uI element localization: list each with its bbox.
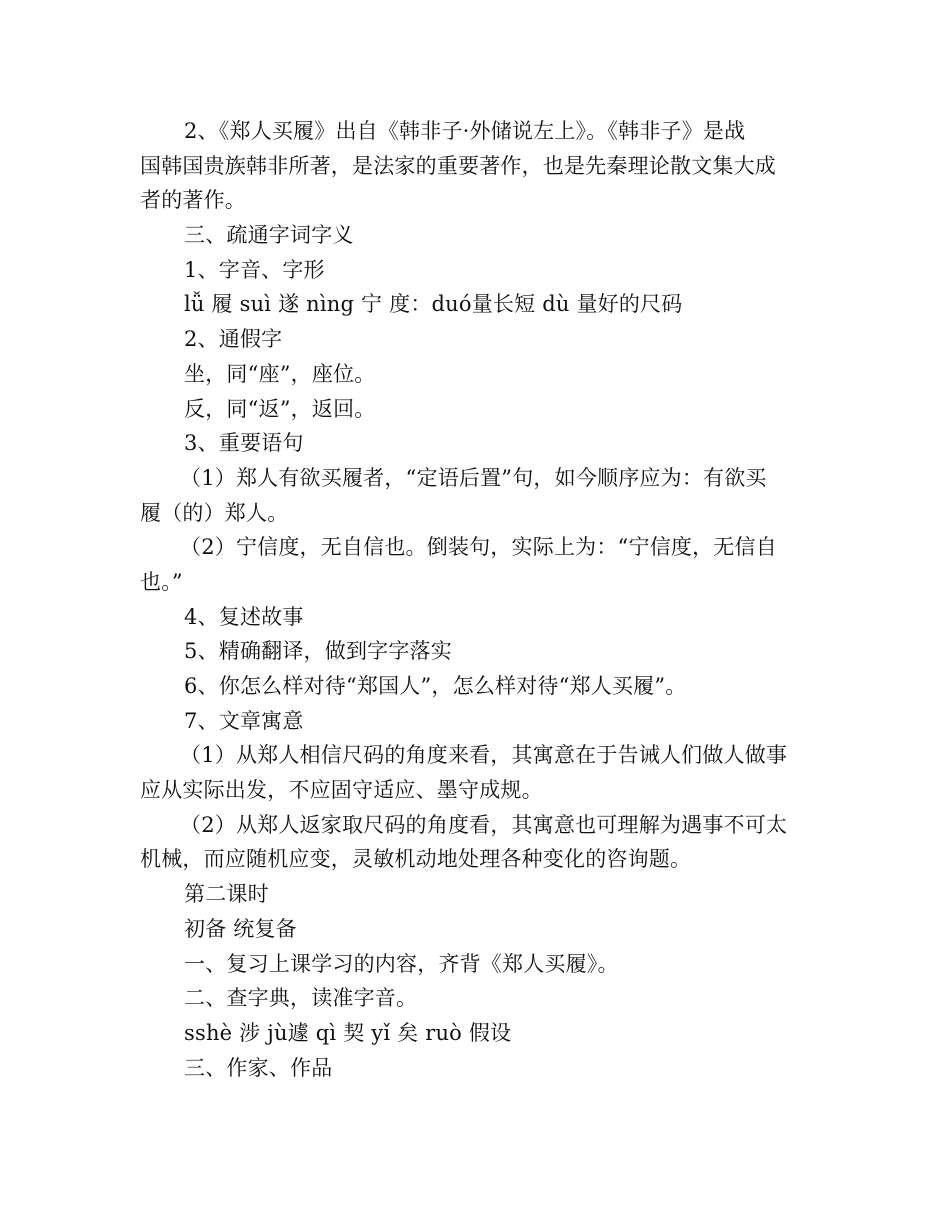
paragraph-line: 应从实际出发，不应固守适应、墨守成规。	[140, 778, 543, 803]
section-heading: 三、疏通字词字义	[184, 223, 354, 248]
subsection-heading: 3、重要语句	[184, 431, 304, 456]
subsection-heading: 1、字音、字形	[184, 257, 325, 282]
section-heading: 三、作家、作品	[184, 1055, 333, 1080]
paragraph-line: （1）郑人有欲买履者，“定语后置”句，如今顺序应为：有欲买	[180, 465, 767, 490]
document-body	[140, 114, 812, 1085]
subsection-heading: 4、复述故事	[184, 604, 304, 629]
subsection-heading: 2、通假字	[184, 327, 283, 352]
paragraph-line: 国韩国贵族韩非所著，是法家的重要著作，也是先秦理论散文集大成	[140, 153, 776, 178]
paragraph-line: 机械，而应随机应变，灵敏机动地处理各种变化的咨询题。	[140, 847, 692, 872]
paragraph-line: 也。”	[140, 569, 183, 594]
paragraph-line: 履（的）郑人。	[140, 500, 289, 525]
subsection-heading: 5、精确翻译，做到字字落实	[184, 639, 452, 664]
pronunciation-line: lǚ 履 suì 遂 nìng 宁 度：duó量长短 dù 量好的尺码	[184, 292, 683, 317]
paragraph-line: （2）从郑人返家取尺码的角度看，其寓意也可理解为遇事不可太	[180, 812, 788, 837]
paragraph-line: 2、《郑人买履》出自《韩非子·外储说左上》。《韩非子》是战	[184, 119, 746, 143]
subsection-heading: 6、你怎么样对待“郑国人”，怎么样对待“郑人买履”。	[184, 674, 687, 698]
section-heading: 二、查字典，读准字音。	[184, 986, 418, 1011]
pronunciation-line: sshè 涉 jù遽 qì 契 yǐ 矣 ruò 假设	[184, 1020, 512, 1045]
paragraph-line: 初备 统复备	[184, 916, 297, 941]
paragraph-line: 坐，同“座”，座位。	[184, 361, 376, 386]
paragraph-line: （1）从郑人相信尺码的角度来看，其寓意在于告诫人们做人做事	[180, 743, 788, 768]
lesson-heading: 第二课时	[184, 882, 269, 907]
section-heading: 一、复习上课学习的内容，齐背《郑人买履》。	[184, 951, 619, 976]
paragraph-line: 反，同“返”，返回。	[184, 396, 376, 421]
subsection-heading: 7、文章寓意	[184, 708, 304, 733]
paragraph-line: （2）宁信度，无自信也。倒装句，实际上为：“宁信度，无信自	[180, 535, 777, 560]
paragraph-line: 者的著作。	[140, 188, 246, 213]
